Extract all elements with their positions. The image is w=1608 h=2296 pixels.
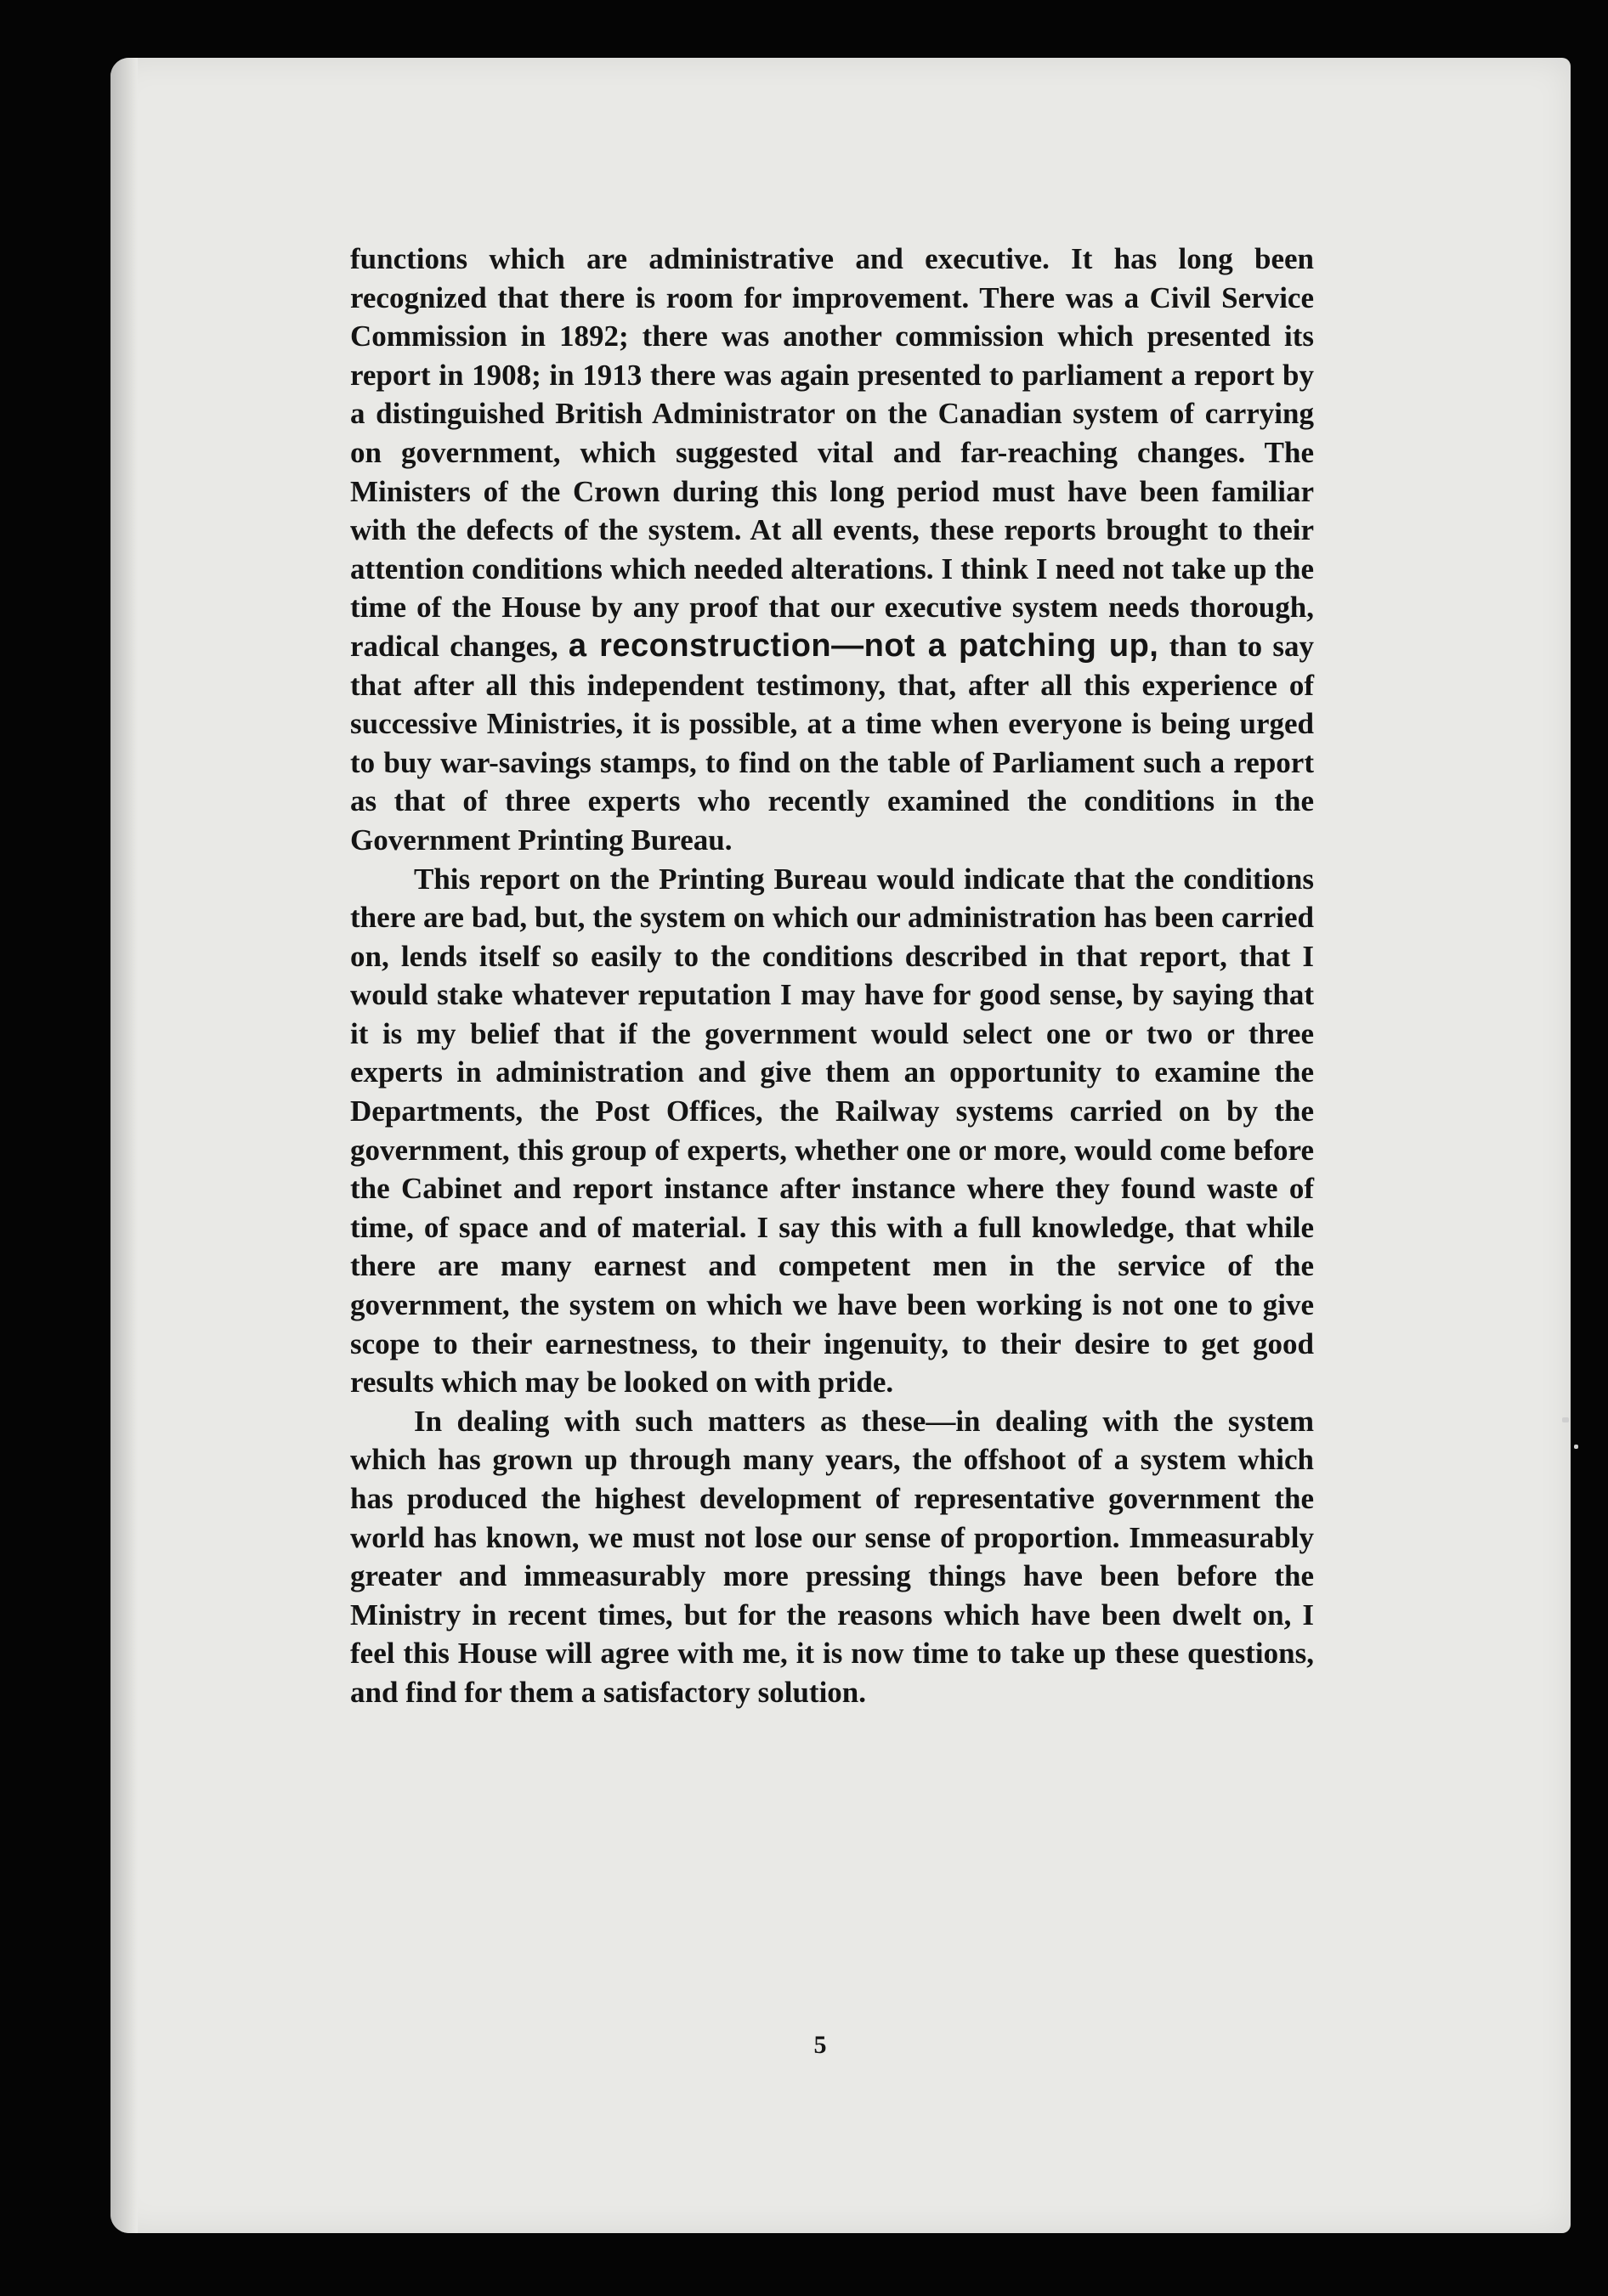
paragraph-1-emphasis: a reconstruction—not a patching up, [568, 627, 1159, 664]
page-number: 5 [813, 2031, 827, 2059]
scan-speck [1562, 1417, 1569, 1422]
page-gutter [110, 58, 138, 2233]
scan-speck [1574, 1445, 1578, 1449]
paragraph-1 [350, 240, 1314, 860]
paragraph-2-text: This report on the Printing Bureau would indicate that the conditions there are bad, but, the system on which our administration has been carried on, lends itself so easily to the conditions described in that report, that I would stake whatever reputation I may have for good sense, by saying that it is my belief that if the government would select one or two or three experts in administration and give them an opportunity to examine the Departments, the Post Offices, the Railway systems carried on by the government, this group of experts, whether one or more, would come before the Cabinet and report instance after instance where they found waste of time, of space and of material. I say this with a full knowledge, that while there are many earnest and competent men in the service of the government, the system on which we have been working is not one to give scope to their earnestness, to their ingenuity, to their desire to get good results which may be looked on with pride. [350, 862, 1314, 1400]
paragraph-3-text: In dealing with such matters as these—in dealing with the system which has grown up through many years, the offshoot of a system which has produced the highest development of representative government the world has known, we must not lose our sense of proportion. Immeasurably greater and immeasurably more pressing things have been before the Ministry in recent times, but for the reasons which have been dwelt on, I feel this House will agree with me, it is now time to take up these questions, and find for them a satisfactory solution. [350, 1404, 1314, 1709]
paragraph-1-text-start: functions which are administrative and executive. It has long been recognized that there is room for improvement. There was a Civil Service Commission in 1892; there was another commission which presented its report in 1908; in 1913 there was again presented to parliament a report by a distinguished British Administrator on the Canadian system of carrying on government, which suggested vital and far-reaching changes. The Ministers of the Crown during this long period must have been familiar with the defects of the system. At all events, these reports brought to their attention conditions which needed alterations. I think I need not take up the time of the House by any proof that our executive system needs thorough, radical changes, [350, 242, 1314, 663]
paragraph-3 [350, 1402, 1314, 1712]
body-text [350, 240, 1314, 1712]
paragraph-1-text-end: than to say that after all this independent testimony, that, after all this experience of successive Ministries, it is possible, at a time when everyone is being urged to buy war-savings stamps, to find on the table of Parliament such a report as that of three experts who recently examined the conditions in the Government Printing Bureau. [350, 629, 1314, 857]
paragraph-2 [350, 860, 1314, 1402]
